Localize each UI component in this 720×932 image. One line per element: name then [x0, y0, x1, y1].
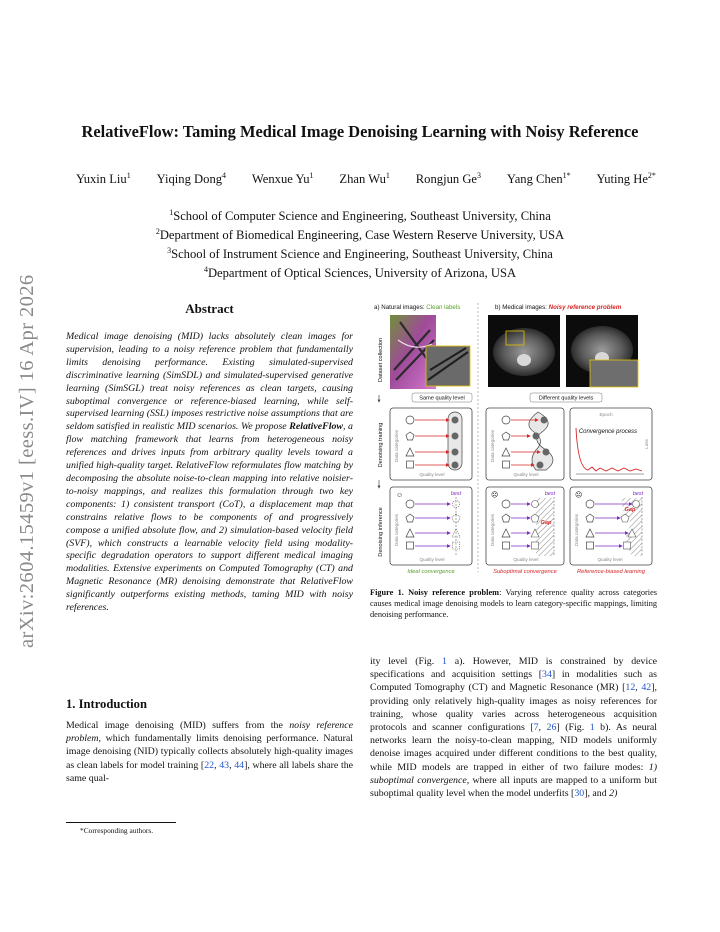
abstract-heading: Abstract — [185, 301, 234, 316]
svg-text:Same quality level: Same quality level — [419, 395, 465, 402]
affiliation: $^1$School of Computer Science and Engineering, Southeast University, China — [169, 208, 551, 223]
different-quality-label — [530, 393, 602, 402]
svg-text:Gap: Gap — [540, 520, 552, 526]
svg-text:☺: ☺ — [396, 492, 404, 499]
author: Rongjun Ge$^3$ — [415, 171, 481, 186]
ct-images — [488, 315, 638, 387]
citation-link[interactable]: 34 — [542, 669, 552, 681]
author-list — [76, 171, 656, 187]
citation-link[interactable]: 44 — [234, 759, 245, 771]
svg-text:Quality level: Quality level — [597, 557, 623, 562]
svg-text:☹: ☹ — [575, 492, 583, 499]
citation-link[interactable]: 12 — [625, 682, 636, 694]
svg-text:best: best — [544, 491, 556, 497]
svg-text:Convergence process: Convergence process — [578, 429, 638, 435]
author: Yuxin Liu$^1$ — [76, 171, 131, 186]
label-reference-biased: Reference-biased learning — [577, 569, 645, 575]
svg-text:Quality level: Quality level — [419, 472, 445, 477]
svg-text:best: best — [450, 491, 462, 497]
figure-link[interactable]: 1 — [442, 656, 447, 667]
inference-panel-suboptimal — [486, 487, 564, 565]
affiliation: $^4$Department of Optical Sciences, University of Arizona, USA — [203, 265, 517, 280]
section-heading: 1. Introduction — [66, 697, 147, 711]
author: Yuting $He^{2*}$ — [596, 171, 656, 186]
panel-b-header: b) Medical images: Noisy reference problem — [495, 304, 622, 311]
row-label-inference: Denoising inference — [378, 507, 384, 557]
same-quality-label — [412, 393, 472, 402]
convergence-plot — [570, 408, 652, 480]
svg-text:Gap: Gap — [624, 507, 636, 513]
figure-link[interactable]: 1 — [589, 722, 595, 734]
label-suboptimal-convergence: Suboptimal convergence — [493, 569, 557, 575]
method-name: RelativeFlow — [289, 421, 344, 433]
figure-1-svg — [370, 300, 657, 578]
svg-text:best: best — [632, 491, 644, 497]
author: Yiqing Dong$^4$ — [156, 171, 227, 186]
footnote-rule — [66, 822, 176, 823]
svg-text:Data categories: Data categories — [490, 429, 495, 463]
row-label-collection: Dataset collection — [378, 337, 384, 383]
svg-text:Data categories: Data categories — [394, 513, 399, 547]
svg-text:Data categories: Data categories — [394, 429, 399, 463]
inference-panel-biased — [570, 487, 652, 565]
citation-link[interactable]: 30 — [574, 788, 585, 800]
panel-a-header: a) Natural images: Clean labels — [374, 304, 461, 311]
citation-link[interactable]: 22 — [204, 759, 215, 771]
svg-text:Epoch: Epoch — [599, 412, 613, 417]
citation-link[interactable]: 42 — [641, 682, 652, 694]
training-panel-medical — [486, 408, 564, 480]
right-column-text: ity level (Fig. 1 a). However, MID is constrained by device specifications and acquisition settings [34] in modalities such as Computed Tomography (CT) and Magnetic Resonance (MR) [12, 42], providing only relatively high-quality images as noisy references for training, whose quality varies across heterogeneous acquisition protocols and scanner configurations [7, 26] (Fig. 1 b). As neural networks learn the noisy-to-clean mapping, NID models uniformly denoise images acquired under different conditions to the best quality, while MID models are trapped in either of two failure modes: 1) suboptimal convergence, where all inputs are mapped to a uniform but suboptimal quality level when the model underfits [30], and 2) — [370, 656, 658, 800]
svg-text:Data categories: Data categories — [574, 513, 579, 547]
intro-paragraph: Medical image denoising (MID) suffers from the noisy reference problem, which fundamentally limits denoising performance. Natural image denoising (NID) typically collects absolutely high-quality images as clean labels for model training [22, 43, 44], where all labels share the same qual- — [66, 720, 354, 784]
citation-link[interactable]: 7 — [533, 722, 539, 734]
svg-text:☹: ☹ — [491, 492, 499, 499]
svg-text:Different quality levels: Different quality levels — [538, 395, 594, 402]
paper-title: RelativeFlow: Taming Medical Image Denoising Learning with Noisy Reference — [81, 122, 639, 141]
natural-image-butterfly — [390, 315, 470, 389]
arxiv-identifier: arXiv:2604.15459v1 [eess.IV] 16 Apr 2026 — [16, 274, 38, 648]
inference-panel-ideal — [390, 487, 472, 565]
affiliation: $^3$School of Instrument Science and Engineering, Southeast University, China — [167, 246, 553, 261]
abstract-text: Medical image denoising (MID) lacks absolutely clean images for supervision, leading to a noisy reference problem that fundamentally limits denoising performance. Existing simulated-supervised discriminative learning (SimSDL) and simulated-supervised generative learning (SimSGL) treat noisy references as clean targets, causing suboptimal convergence or reference-biased learning, while self-supervised learning (SSL) imposes restrictive noise assumptions that are seldom satisfied in realistic MID scenarios. We propose RelativeFlow, a flow matching framework that learns from heterogeneous noisy references and drives inputs from arbitrary quality levels toward a unified high-quality target. RelativeFlow reformulates flow matching by decomposing the absolute noise-to-clean mapping into relative noisier-to-noisy mappings, and realizes this formulation through two key components: 1) consistent transport (CoT), a displacement map that constrains relative flows to be components of and progressively compose a unified absolute flow, and 2) simulation-based velocity field (SVF), which constructs a learnable velocity field using modality-specific degradation operators to support different medical imaging modalities. Extensive experiments on Computed Tomography (CT) and Magnetic Resonance (MR) denoising demonstrate that RelativeFlow significantly outperforms existing methods, taming MID with noisy references. — [66, 331, 353, 614]
svg-text:Quality level: Quality level — [513, 472, 539, 477]
author: Yang Chen$^{1*}$ — [506, 171, 571, 186]
author: Zhan Wu$^1$ — [339, 171, 390, 186]
affiliations — [0, 205, 720, 281]
citation-link[interactable]: 43 — [219, 759, 230, 771]
row-label-training: Denoising training — [378, 422, 384, 468]
svg-text:Quality level: Quality level — [513, 557, 539, 562]
svg-text:Quality level: Quality level — [419, 557, 445, 562]
figure-caption: Figure 1. Noisy reference problem: Varying reference quality across categories causes medical image denoising models to learn category-specific mappings, limiting denoising performance. — [370, 588, 657, 619]
affiliation: $^2$Department of Biomedical Engineering, Case Western Reserve University, USA — [155, 227, 565, 242]
author: Wenxue Yu$^1$ — [251, 171, 314, 186]
training-panel-natural — [390, 408, 472, 480]
svg-text:Loss: Loss — [644, 439, 649, 449]
footnote: *Corresponding authors. — [80, 826, 154, 835]
citation-link[interactable]: 26 — [546, 722, 557, 734]
svg-text:Data categories: Data categories — [490, 513, 495, 547]
label-ideal-convergence: Ideal convergence — [407, 569, 455, 575]
figure-1 — [370, 300, 657, 578]
